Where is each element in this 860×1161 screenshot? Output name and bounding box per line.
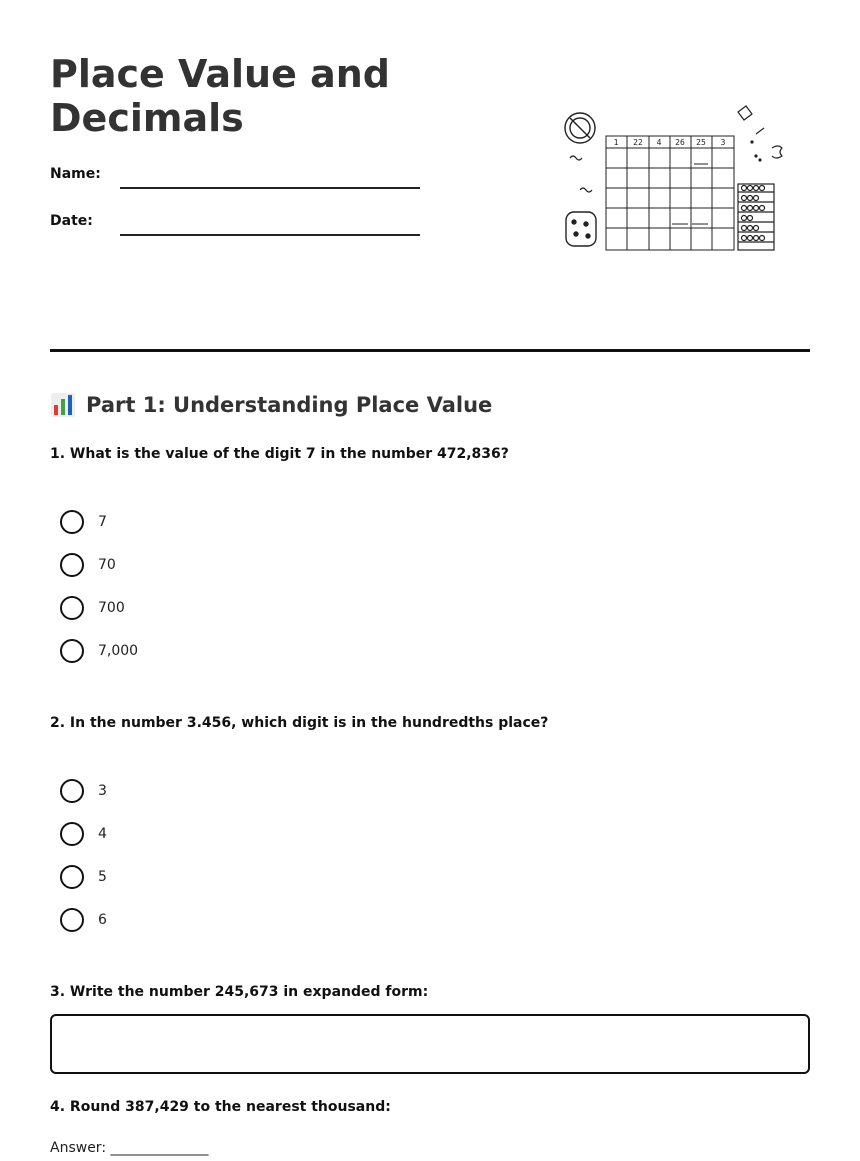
round-answer-field[interactable]: Answer: ______________ [50,1140,209,1156]
name-field[interactable] [120,187,420,189]
question-3: 3. Write the number 245,673 in expanded form: [50,984,429,1000]
name-label: Name: [50,166,101,182]
radio-button[interactable] [60,822,84,846]
calendar-cell: 3 [720,138,726,147]
option-label: 7 [98,514,107,530]
q2-option-a[interactable] [60,778,107,804]
calendar-cell: 4 [656,138,662,147]
q1-option-c[interactable] [60,595,125,621]
radio-button[interactable] [60,639,84,663]
q2-option-b[interactable] [60,821,107,847]
calendar-grid-icon [606,136,734,250]
question-4: 4. Round 387,429 to the nearest thousand: [50,1099,391,1115]
date-field[interactable] [120,234,420,236]
calendar-cell: 26 [675,138,685,147]
option-label: 6 [98,912,107,928]
option-label: 3 [98,783,107,799]
dice-icon [566,212,596,246]
worksheet-title [50,52,470,140]
radio-button[interactable] [60,779,84,803]
expanded-form-input[interactable] [50,1014,810,1074]
shapes-doodle-icon [738,106,782,161]
part1-title: Part 1: Understanding Place Value [86,393,493,417]
math-tools-illustration [560,100,800,260]
title-line-2: Decimals [50,96,244,140]
q2-option-d[interactable] [60,907,107,933]
protractor-icon [565,113,595,143]
option-label: 7,000 [98,643,139,659]
q1-option-b[interactable] [60,552,116,578]
radio-button[interactable] [60,596,84,620]
part1-heading [50,390,492,420]
option-label: 4 [98,826,107,842]
q1-option-d[interactable] [60,638,138,664]
q1-option-a[interactable] [60,509,107,535]
option-label: 5 [98,869,107,885]
date-label: Date: [50,213,93,229]
calendar-cell: 22 [633,138,643,147]
question-2: 2. In the number 3.456, which digit is in the hundredths place? [50,715,549,731]
header-divider [50,349,810,352]
calendar-cell: 25 [696,138,706,147]
option-label: 700 [98,600,125,616]
q2-option-c[interactable] [60,864,107,890]
question-1: 1. What is the value of the digit 7 in the number 472,836? [50,446,509,462]
title-line-1: Place Value and [50,52,390,96]
radio-button[interactable] [60,865,84,889]
calendar-cell: 1 [613,138,619,147]
radio-button[interactable] [60,510,84,534]
abacus-icon [738,184,774,250]
radio-button[interactable] [60,908,84,932]
bar-chart-icon [50,392,76,418]
radio-button[interactable] [60,553,84,577]
option-label: 70 [98,557,116,573]
